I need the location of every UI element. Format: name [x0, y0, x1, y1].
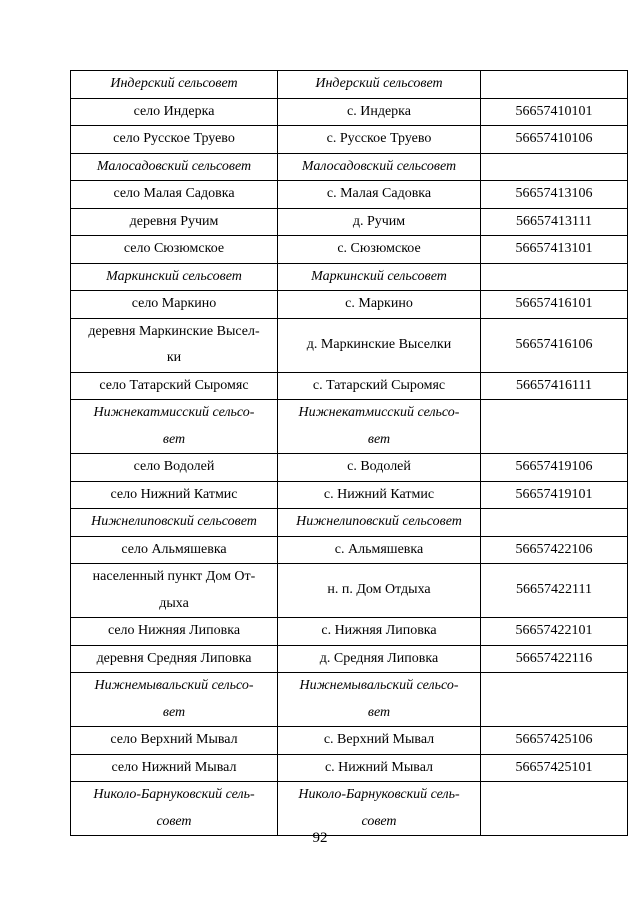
table-row [71, 564, 628, 618]
cell-code [481, 263, 628, 291]
table-row [71, 372, 628, 400]
cell-short-name: с. Русское Труево [278, 126, 481, 154]
table-row [71, 727, 628, 755]
cell-full-name: Малосадовский сельсовет [71, 153, 278, 181]
cell-short-name: с. Малая Садовка [278, 181, 481, 209]
cell-code [481, 509, 628, 537]
cell-short-name: с. Водолей [278, 454, 481, 482]
cell-code: 56657425106 [481, 727, 628, 755]
district-row [71, 509, 628, 537]
cell-full-name: село Водолей [71, 454, 278, 482]
cell-code: 56657410101 [481, 98, 628, 126]
cell-short-name: д. Средняя Липовка [278, 645, 481, 673]
cell-code: 56657422116 [481, 645, 628, 673]
cell-full-name: населенный пункт Дом От- дыха [71, 564, 278, 618]
table-row [71, 454, 628, 482]
table-row [71, 98, 628, 126]
settlements-table [70, 70, 628, 836]
cell-short-name: с. Нижний Мывал [278, 754, 481, 782]
cell-full-name: Нижнелиповский сельсовет [71, 509, 278, 537]
cell-full-name: Николо-Барнуковский сель- совет [71, 782, 278, 836]
table-row [71, 536, 628, 564]
cell-full-name: село Альмяшевка [71, 536, 278, 564]
cell-full-name: Индерский сельсовет [71, 71, 278, 99]
cell-short-name: с. Альмяшевка [278, 536, 481, 564]
cell-code [481, 400, 628, 454]
cell-short-name: Нижнемывальский сельсо- вет [278, 673, 481, 727]
cell-code: 56657422111 [481, 564, 628, 618]
cell-code: 56657413111 [481, 208, 628, 236]
cell-code: 56657419106 [481, 454, 628, 482]
table-row [71, 181, 628, 209]
cell-full-name: деревня Маркинские Высел- ки [71, 318, 278, 372]
cell-short-name: Нижнелиповский сельсовет [278, 509, 481, 537]
table-row [71, 208, 628, 236]
cell-full-name: деревня Ручим [71, 208, 278, 236]
table-row [71, 618, 628, 646]
cell-full-name: село Нижний Катмис [71, 481, 278, 509]
cell-short-name: н. п. Дом Отдыха [278, 564, 481, 618]
cell-full-name: Нижнекатмисский сельсо- вет [71, 400, 278, 454]
district-row [71, 71, 628, 99]
page-number: 92 [312, 830, 328, 846]
cell-short-name: Маркинский сельсовет [278, 263, 481, 291]
cell-short-name: Малосадовский сельсовет [278, 153, 481, 181]
cell-short-name: д. Маркинские Выселки [278, 318, 481, 372]
cell-full-name: село Татарский Сыромяс [71, 372, 278, 400]
cell-code: 56657410106 [481, 126, 628, 154]
table-row [71, 754, 628, 782]
cell-short-name: Нижнекатмисский сельсо- вет [278, 400, 481, 454]
cell-full-name: Маркинский сельсовет [71, 263, 278, 291]
cell-full-name: село Нижний Мывал [71, 754, 278, 782]
district-row [71, 400, 628, 454]
cell-short-name: Николо-Барнуковский сель- совет [278, 782, 481, 836]
table-row [71, 645, 628, 673]
cell-full-name: деревня Средняя Липовка [71, 645, 278, 673]
table-row [71, 318, 628, 372]
cell-full-name: Нижнемывальский сельсо- вет [71, 673, 278, 727]
table-row [71, 236, 628, 264]
cell-full-name: село Нижняя Липовка [71, 618, 278, 646]
cell-short-name: с. Татарский Сыромяс [278, 372, 481, 400]
cell-full-name: село Маркино [71, 291, 278, 319]
cell-code [481, 782, 628, 836]
district-row [71, 153, 628, 181]
cell-code: 56657416106 [481, 318, 628, 372]
cell-short-name: с. Нижний Катмис [278, 481, 481, 509]
cell-code [481, 71, 628, 99]
district-row [71, 673, 628, 727]
cell-code: 56657413101 [481, 236, 628, 264]
table-row [71, 481, 628, 509]
cell-short-name: д. Ручим [278, 208, 481, 236]
cell-full-name: село Сюзюмское [71, 236, 278, 264]
cell-full-name: село Малая Садовка [71, 181, 278, 209]
settlements-table-body [71, 71, 628, 836]
table-row [71, 126, 628, 154]
table-row [71, 291, 628, 319]
cell-code: 56657419101 [481, 481, 628, 509]
cell-short-name: с. Верхний Мывал [278, 727, 481, 755]
cell-short-name: с. Нижняя Липовка [278, 618, 481, 646]
cell-code: 56657422106 [481, 536, 628, 564]
cell-code [481, 673, 628, 727]
cell-code: 56657422101 [481, 618, 628, 646]
cell-short-name: с. Сюзюмское [278, 236, 481, 264]
cell-code: 56657413106 [481, 181, 628, 209]
cell-short-name: с. Индерка [278, 98, 481, 126]
cell-full-name: село Индерка [71, 98, 278, 126]
cell-code [481, 153, 628, 181]
district-row [71, 782, 628, 836]
cell-code: 56657425101 [481, 754, 628, 782]
cell-full-name: село Верхний Мывал [71, 727, 278, 755]
cell-code: 56657416111 [481, 372, 628, 400]
cell-code: 56657416101 [481, 291, 628, 319]
cell-short-name: Индерский сельсовет [278, 71, 481, 99]
cell-short-name: с. Маркино [278, 291, 481, 319]
cell-full-name: село Русское Труево [71, 126, 278, 154]
district-row [71, 263, 628, 291]
